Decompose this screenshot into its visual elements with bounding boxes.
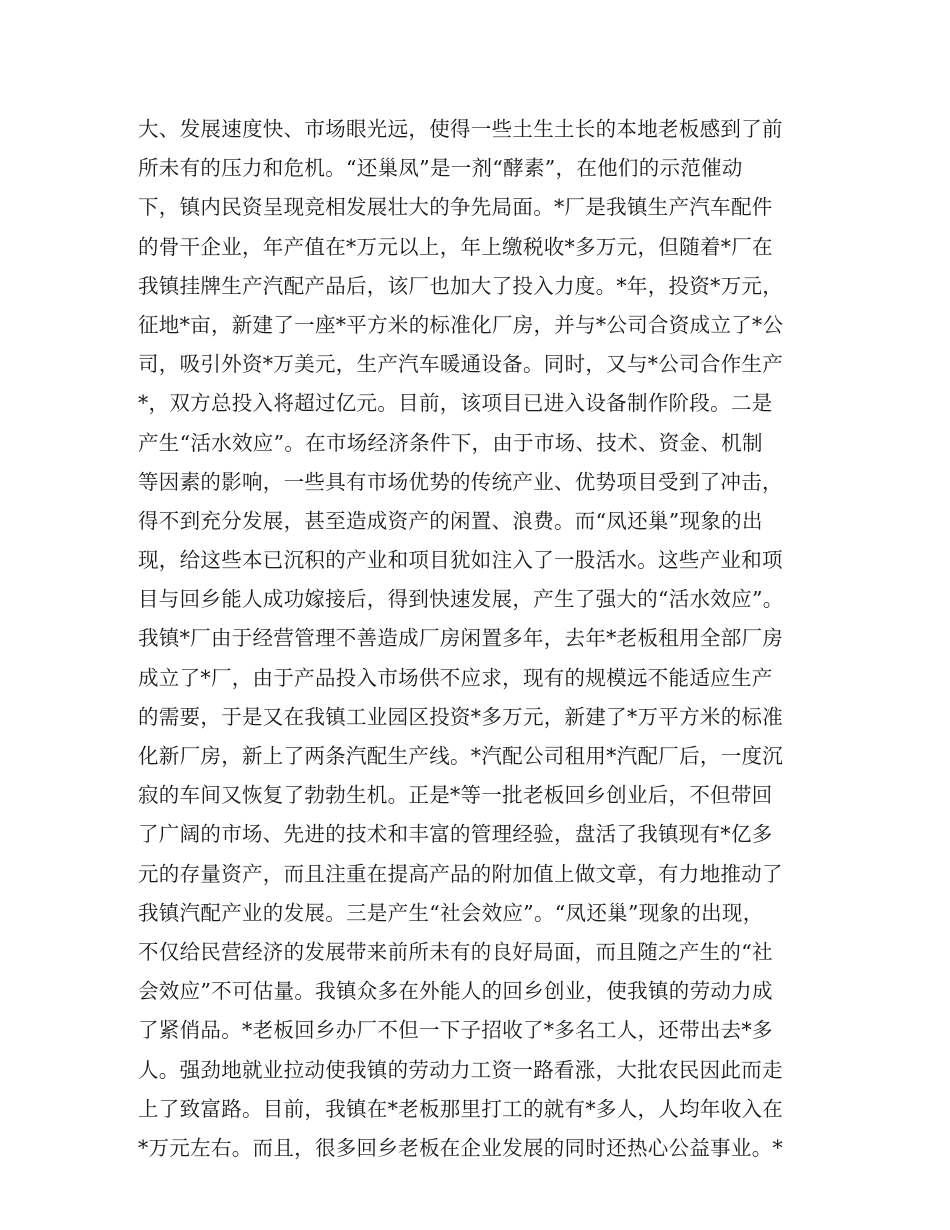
text-line-13: 目与回乡能人成功嫁接后，得到快速发展，产生了强大的“活水效应”。 — [138, 587, 784, 612]
body-paragraph — [138, 110, 838, 1168]
text-line-6: 征地*亩，新建了一座*平方米的标准化厂房，并与*公司合资成立了*公 — [138, 312, 784, 337]
text-line-21: 我镇汽配产业的发展。三是产生“社会效应”。“凤还巢”现象的出现， — [138, 900, 764, 925]
text-line-1: 大、发展速度快、市场眼光远，使得一些土生土长的本地老板感到了前 — [138, 117, 783, 141]
text-line-14: 我镇*厂由于经营管理不善造成厂房闲置多年，去年*老板租用全部厂房 — [138, 626, 784, 651]
text-line-5: 我镇挂牌生产汽配产品后，该厂也加大了投入力度。*年，投资*万元， — [138, 273, 784, 298]
text-line-25: 人。强劲地就业拉动使我镇的劳动力工资一路看涨，大批农民因此而走 — [138, 1057, 783, 1082]
text-line-16: 的需要，于是又在我镇工业园区投资*多万元，新建了*万平方米的标准 — [138, 704, 784, 729]
text-line-19: 了广阔的市场、先进的技术和丰富的管理经验，盘活了我镇现有*亿多 — [138, 822, 773, 847]
text-line-27: *万元左右。而且，很多回乡老板在企业发展的同时还热心公益事业。* — [138, 1135, 784, 1160]
text-line-24: 了紧俏品。*老板回乡办厂不但一下子招收了*多名工人，还带出去*多 — [138, 1018, 773, 1043]
text-line-20: 元的存量资产，而且注重在提高产品的附加值上做文章，有力地推动了 — [138, 861, 783, 886]
text-line-11: 得不到充分发展，甚至造成资产的闲置、浪费。而“凤还巢”现象的出 — [138, 508, 763, 533]
text-line-12: 现，给这些本已沉积的产业和项目犹如注入了一股活水。这些产业和项 — [138, 548, 783, 573]
text-line-23: 会效应”不可估量。我镇众多在外能人的回乡创业，使我镇的劳动力成 — [138, 979, 773, 1004]
text-line-9: 产生“活水效应”。在市场经济条件下，由于市场、技术、资金、机制 — [138, 430, 763, 455]
text-line-4: 的骨干企业，年产值在*万元以上，年上缴税收*多万元，但随着*厂在 — [138, 234, 773, 259]
text-line-22: 不仅给民营经济的发展带来前所未有的良好局面，而且随之产生的“社 — [138, 939, 773, 964]
text-line-2: 所未有的压力和危机。“还巢凤”是一剂“酵素”，在他们的示范催动 — [138, 156, 743, 181]
text-line-15: 成立了*厂，由于产品投入市场供不应求，现有的规模远不能适应生产 — [138, 665, 773, 690]
text-line-18: 寂的车间又恢复了勃勃生机。正是*等一批老板回乡创业后，不但带回 — [138, 783, 773, 808]
text-line-26: 上了致富路。目前，我镇在*老板那里打工的就有*多人，人均年收入在 — [138, 1096, 784, 1121]
text-line-3: 下，镇内民资呈现竞相发展壮大的争先局面。*厂是我镇生产汽车配件 — [138, 195, 773, 220]
text-line-8: *，双方总投入将超过亿元。目前，该项目已进入设备制作阶段。二是 — [138, 391, 773, 416]
text-line-10: 等因素的影响，一些具有市场优势的传统产业、优势项目受到了冲击， — [138, 469, 783, 494]
text-line-17: 化新厂房，新上了两条汽配生产线。*汽配公司租用*汽配厂后，一度沉 — [138, 744, 784, 768]
text-line-7: 司，吸引外资*万美元，生产汽车暖通设备。同时，又与*公司合作生产 — [138, 352, 784, 377]
